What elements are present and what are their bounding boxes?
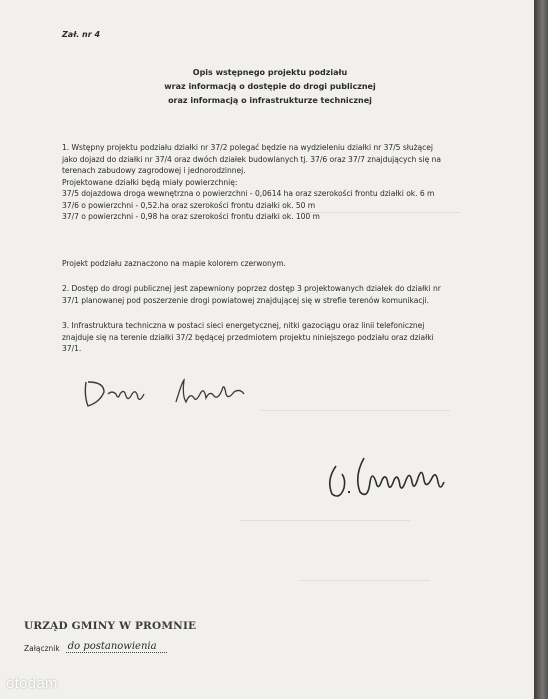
stamp-attachment-handwritten: do postanowienia [66, 641, 167, 653]
annex-label: Zał. nr 4 [62, 30, 101, 39]
section-2 [62, 283, 510, 306]
section-1-line: 37/7 o powierzchni - 0,98 ha oraz szerokości frontu działki ok. 100 m [62, 212, 320, 221]
section-3-line: 3. Infrastruktura techniczna w postaci sieci energetycznej, nitki gazociągu oraz linii telefonicznej [62, 321, 425, 330]
section-3-line: 37/1. [62, 344, 82, 353]
section-1-line: Projektowane działki będą miały powierzchnię: [62, 177, 238, 187]
section-1-line: 37/5 dojazdowa droga wewnętrzna o powierzchni - 0,0614 ha oraz szerokości frontu działki ok. 6 m [62, 189, 435, 198]
section-1-line: terenach zabudowy zagrodowej i jednorodzinnej. [62, 166, 246, 175]
section-1-line: jako dojazd do działki nr 37/4 oraz dwóch działek budowlanych tj. 37/6 oraz 37/7 znajdujących się na [62, 154, 441, 164]
stamp-attachment-line [24, 641, 196, 653]
signature-2 [324, 452, 454, 512]
section-1 [62, 142, 510, 223]
section-3 [62, 320, 510, 355]
section-2-line: 37/1 planowanej pod poszerzenie drogi powiatowej znajdującej się w strefie terenów komunikacji. [62, 295, 429, 305]
title-line-1: Opis wstępnego projektu podziału [192, 68, 348, 77]
office-stamp [24, 620, 196, 653]
map-note [62, 258, 510, 270]
section-3-line: znajduje się na terenie działki 37/2 będącej przedmiotem projektu niniejszego podziału oraz działki [62, 332, 434, 342]
title-line-2: wraz informacją o dostępie do drogi publicznej [164, 82, 376, 91]
watermark-logo: otodam [6, 675, 58, 692]
section-1-line: 1. Wstępny projektu podziału działki nr 37/2 polegać będzie na wydzieleniu działki nr 37/5 służącej [62, 143, 433, 152]
bleed-through-mark [300, 580, 430, 585]
title-line-3: oraz informacją o infrastrukturze technicznej [168, 96, 372, 105]
bleed-through-mark [240, 520, 410, 525]
stamp-office-name: URZĄD GMINY W PROMNIE [24, 620, 197, 632]
scan-edge [534, 0, 548, 699]
section-1-line: 37/6 o powierzchni - 0,52.ha oraz szerokości frontu działki ok. 50 m [62, 200, 316, 210]
bleed-through-mark [260, 410, 450, 415]
stamp-attachment-label: Załącznik [24, 644, 60, 653]
section-2-line: 2. Dostęp do drogi publicznej jest zapewniony poprzez dostęp 3 projektowanych działek do działki nr [62, 284, 441, 293]
signature-1 [78, 372, 268, 412]
map-note-text: Projekt podziału zaznaczono na mapie kolorem czerwonym. [62, 259, 286, 268]
